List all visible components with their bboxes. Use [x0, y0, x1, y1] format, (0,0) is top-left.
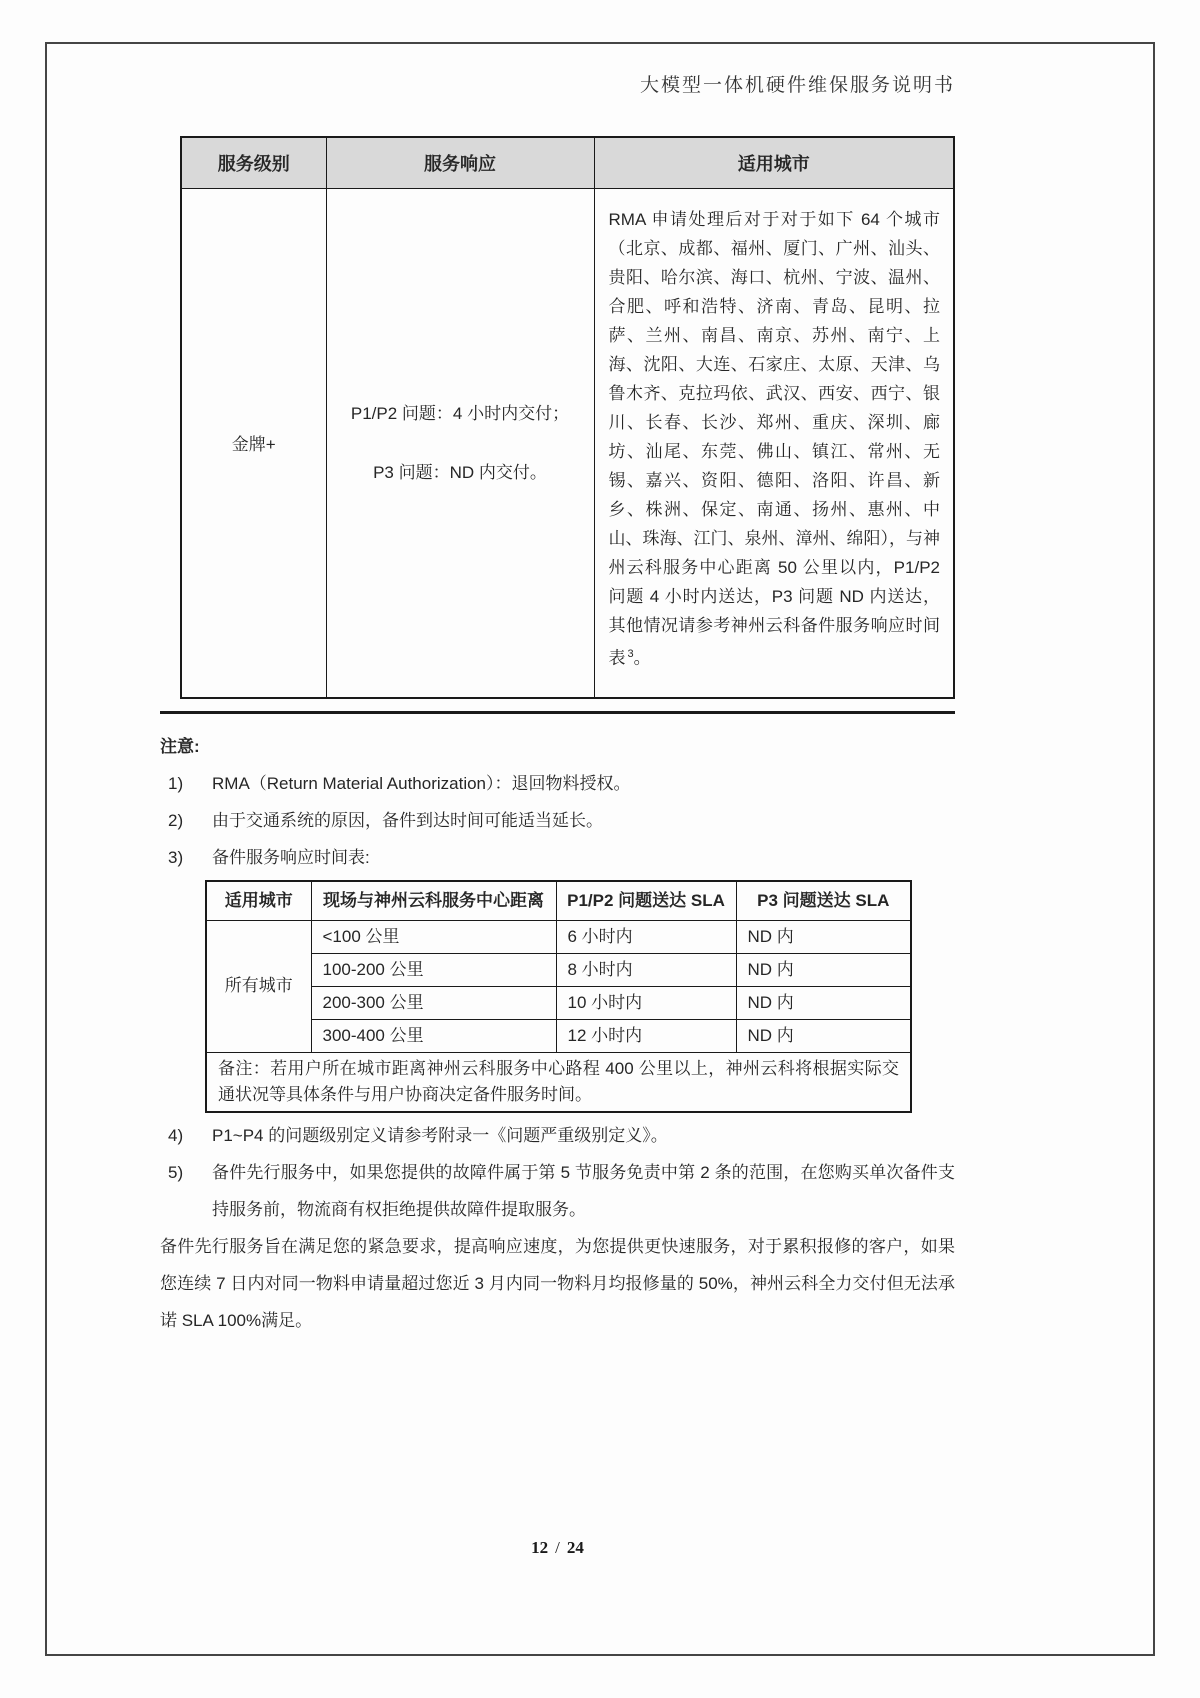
note-number: 4) [168, 1125, 184, 1145]
response-p3-text: P3 问题：ND 内交付。 [373, 462, 547, 482]
page-footer [160, 1538, 955, 1558]
note-item-2 [160, 802, 955, 839]
column-header-distance: 现场与神州云科服务中心距离 [311, 881, 556, 921]
sla-table-row [206, 920, 911, 953]
cities-text-tail: 。 [633, 648, 651, 668]
column-header-city: 适用城市 [206, 881, 311, 921]
p1p2-sla-cell: 12 小时内 [556, 1019, 736, 1052]
p3-sla-cell: ND 内 [736, 1019, 911, 1052]
p1p2-sla-cell: 8 小时内 [556, 953, 736, 986]
sla-table-header-row [206, 881, 911, 921]
column-header-p3-sla: P3 问题送达 SLA [736, 881, 911, 921]
note-item-1 [160, 765, 955, 802]
column-header-p1p2-sla: P1/P2 问题送达 SLA [556, 881, 736, 921]
note-text: 备件服务响应时间表: [212, 847, 370, 867]
sla-table-row [206, 986, 911, 1019]
note-text: 备件先行服务中，如果您提供的故障件属于第 5 节服务免责中第 2 条的范围，在您购买单次备件支持服务前，物流商有权拒绝提供故障件提取服务。 [212, 1162, 955, 1219]
p3-sla-cell: ND 内 [736, 920, 911, 953]
closing-paragraph: 备件先行服务旨在满足您的紧急要求，提高响应速度，为您提供更快速服务，对于累积报修的客户，如果您连续 7 日内对同一物料申请量超过您近 3 月内同一物料月均报修量的 50%，神州云科全力交付但无法承诺 SLA 100%满足。 [160, 1236, 955, 1330]
section-divider [160, 711, 955, 714]
service-response-cell [326, 189, 594, 698]
column-header-applicable-cities: 适用城市 [594, 137, 954, 189]
notes-label: 注意: [160, 736, 200, 756]
distance-cell: 300-400 公里 [311, 1019, 556, 1052]
note-text: 由于交通系统的原因，备件到达时间可能适当延长。 [212, 810, 603, 830]
distance-cell: 200-300 公里 [311, 986, 556, 1019]
sla-table-remark-row [206, 1052, 911, 1112]
sla-table-row [206, 953, 911, 986]
distance-cell: 100-200 公里 [311, 953, 556, 986]
note-item-4 [160, 1117, 955, 1154]
note-number: 2) [168, 810, 184, 830]
p1p2-sla-cell: 10 小时内 [556, 986, 736, 1019]
note-item-5 [160, 1154, 955, 1228]
distance-cell: <100 公里 [311, 920, 556, 953]
sla-table-row [206, 1019, 911, 1052]
service-table-header-row [181, 137, 954, 189]
document-header-title: 大模型一体机硬件维保服务说明书 [639, 75, 955, 96]
note-text: RMA（Return Material Authorization）：退回物料授权。 [212, 773, 631, 793]
cities-text: RMA 申请处理后对于对于如下 64 个城市（北京、成都、福州、厦门、广州、汕头、贵阳、哈尔滨、海口、杭州、宁波、温州、合肥、呼和浩特、济南、青岛、昆明、拉萨、兰州、南昌、南京、苏州、南宁、上海、沈阳、大连、石家庄、太原、天津、乌鲁木齐、克拉玛依、武汉、西安、西宁、银川、长春、长沙、郑州、重庆、深圳、廊坊、汕尾、东莞、佛山、镇江、常州、无锡、嘉兴、资阳、德阳、洛阳、许昌、新乡、株洲、保定、南通、扬州、惠州、中山、珠海、江门、泉州、漳州、绵阳），与神州云科服务中心距离 50 公里以内，P1/P2 问题 4 小时内送达，P3 问题 ND 内送达，其他情况请参考神州云科备件服务响应时间表 [608, 210, 940, 668]
sla-response-table [205, 880, 912, 1113]
service-table-row [181, 189, 954, 698]
p3-sla-cell: ND 内 [736, 953, 911, 986]
p3-sla-cell: ND 内 [736, 986, 911, 1019]
column-header-service-response: 服务响应 [326, 137, 594, 189]
note-number: 3) [168, 847, 184, 867]
page-number-current: 12 [531, 1538, 549, 1557]
footnote-ref: 3 [627, 648, 634, 660]
page-number-separator: / [555, 1538, 560, 1557]
page-content [160, 72, 955, 1339]
note-number: 1) [168, 773, 184, 793]
column-header-service-level: 服务级别 [181, 137, 326, 189]
p1p2-sla-cell: 6 小时内 [556, 920, 736, 953]
applicable-cities-cell [594, 189, 954, 698]
remark-cell: 备注：若用户所在城市距离神州云科服务中心路程 400 公里以上，神州云科将根据实际交通状况等具体条件与用户协商决定备件服务时间。 [206, 1052, 911, 1112]
note-number: 5) [168, 1162, 184, 1182]
page-number-total: 24 [566, 1538, 584, 1557]
note-item-3 [160, 839, 955, 876]
service-level-table [180, 136, 955, 699]
response-p1p2-text: P1/P2 问题：4 小时内交付； [350, 403, 570, 423]
service-level-cell: 金牌+ [181, 189, 326, 698]
note-text: P1~P4 的问题级别定义请参考附录一《问题严重级别定义》。 [212, 1125, 668, 1145]
city-scope-cell: 所有城市 [206, 920, 311, 1052]
